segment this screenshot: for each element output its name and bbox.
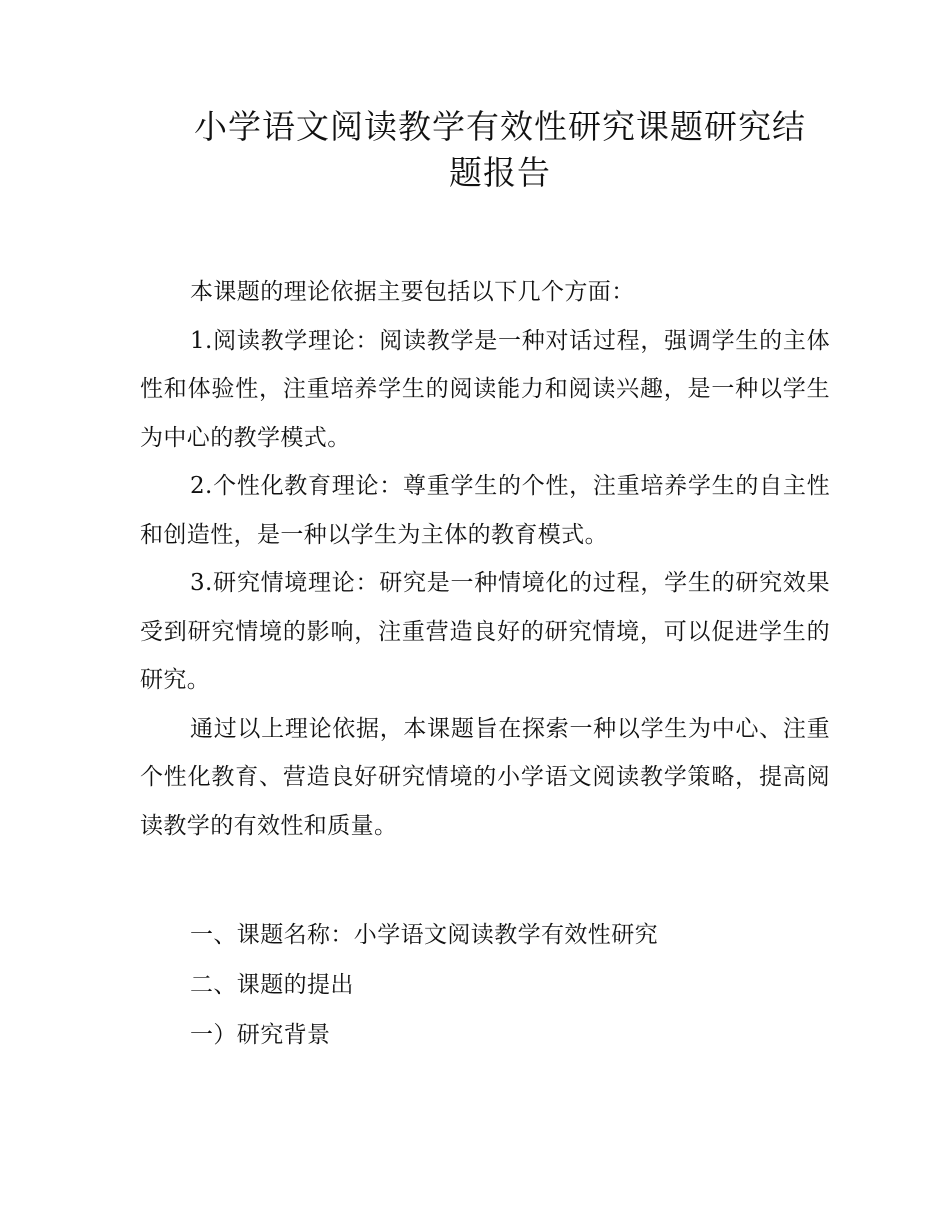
heading-project-name: 一、课题名称：小学语文阅读教学有效性研究: [190, 922, 658, 948]
document-title-line-2: 题报告: [449, 153, 551, 192]
paragraph-reading-theory: 1.阅读教学理论：阅读教学是一种对话过程，强调学生的主体性和体验性，注重培养学生的阅读能力和阅读兴趣，是一种以学生为中心的教学模式。: [140, 327, 830, 451]
heading-project-proposal: 二、课题的提出: [190, 972, 354, 998]
document-body: [140, 268, 830, 850]
heading-research-background: 一）研究背景: [190, 1022, 331, 1048]
paragraph-personalized-theory: 2.个性化教育理论：尊重学生的个性，注重培养学生的自主性和创造性，是一种以学生为主体的教育模式。: [140, 473, 830, 548]
document-title-line-1: 小学语文阅读教学有效性研究课题研究结: [194, 107, 806, 146]
document-title: [150, 104, 850, 196]
paragraph-summary: 通过以上理论依据，本课题旨在探索一种以学生为中心、注重个性化教育、营造良好研究情境的小学语文阅读教学策略，提高阅读教学的有效性和质量。: [140, 715, 830, 839]
document-sections: [140, 910, 830, 1060]
paragraph-intro: 本课题的理论依据主要包括以下几个方面：: [190, 279, 635, 305]
paragraph-situation-theory: 3.研究情境理论：研究是一种情境化的过程，学生的研究效果受到研究情境的影响，注重营造良好的研究情境，可以促进学生的研究。: [140, 570, 830, 693]
